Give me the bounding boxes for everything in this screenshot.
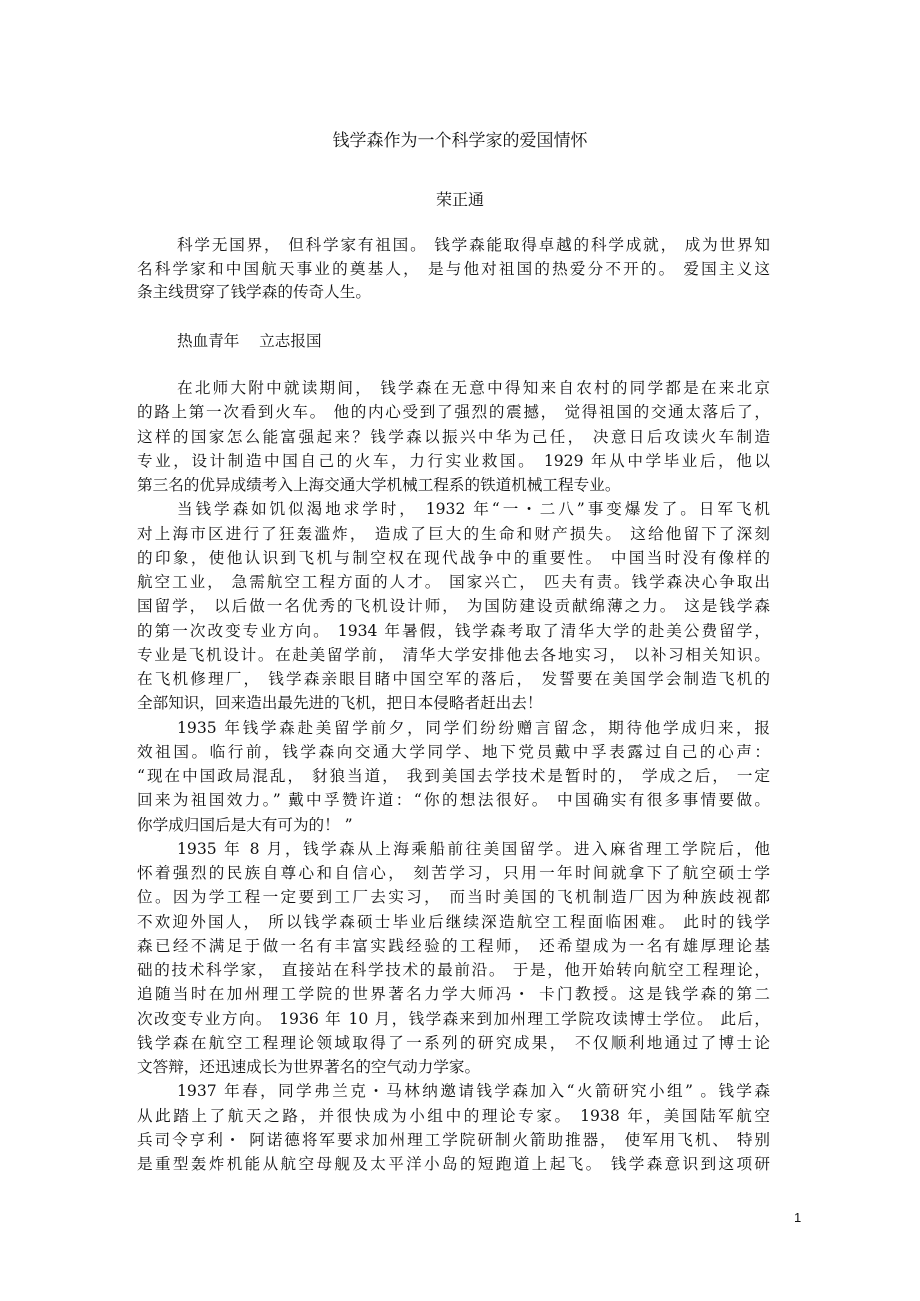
paragraph bbox=[137, 837, 770, 1080]
text-line: 专业是飞机设计。在赴美留学前， 清华大学安排他去各地实习， 以补习相关知识。 bbox=[137, 645, 770, 664]
page-number: 1 bbox=[794, 1210, 802, 1225]
text-line: 追随当时在加州理工学院的世界著名力学大师冯・ 卡门教授。这是钱学森的第二 bbox=[137, 985, 770, 1004]
text-line: “现在中国政局混乱， 豺狼当道， 我到美国去学技术是暂时的， 学成之后， 一定 bbox=[137, 767, 770, 785]
text-line: 的印象，使他认识到飞机与制空权在现代战争中的重要性。 中国当时没有像样的 bbox=[137, 548, 770, 567]
text-line: 1935 年 8 月，钱学森从上海乘船前往美国留学。进入麻省理工学院后，他 bbox=[177, 839, 770, 858]
text-line: 效祖国。临行前，钱学森向交通大学同学、地下党员戴中孚表露过自己的心声： bbox=[137, 742, 770, 761]
text-line: 全部知识，回来造出最先进的飞机，把日本侵略者赶出去！ bbox=[137, 694, 543, 713]
text-line: 你学成归国后是大有可为的！ ” bbox=[137, 815, 353, 834]
text-line: 兵司令亨利・ 阿诺德将军要求加州理工学院研制火箭助推器， 使军用飞机、 特别 bbox=[137, 1130, 770, 1149]
text-line: 专业，设计制造中国自己的火车，力行实业救国。 1929 年从中学毕业后，他以 bbox=[137, 451, 770, 470]
text-line: 怀着强烈的民族自尊心和自信心， 刻苦学习，只用一年时间就拿下了航空硕士学 bbox=[137, 864, 770, 882]
text-line: 回来为祖国效力。” 戴中孚赞许道：“你的想法很好。 中国确实有很多事情要做。 bbox=[137, 791, 770, 810]
text-line: 在飞机修理厂， 钱学森亲眼目睹中国空军的落后， 发誓要在美国学会制造飞机的 bbox=[137, 670, 770, 688]
text-line: 名科学家和中国航天事业的奠基人， 是与他对祖国的热爱分不开的。 爱国主义这 bbox=[137, 259, 770, 278]
text-line: 文答辩，还迅速成长为世界著名的空气动力学家。 bbox=[137, 1058, 481, 1076]
text-line: 1935 年钱学森赴美留学前夕，同学们纷纷赠言留念，期待他学成归来，报 bbox=[177, 718, 770, 737]
body-text bbox=[137, 376, 770, 1176]
text-line: 钱学森在航空工程理论领域取得了一系列的研究成果， 不仅顺利地通过了博士论 bbox=[137, 1033, 770, 1052]
text-line: 对上海市区进行了狂轰滥炸， 造成了巨大的生命和财产损失。 这给他留下了深刻 bbox=[137, 524, 770, 543]
text-line: 次改变专业方向。 1936 年 10 月，钱学森来到加州理工学院攻读博士学位。 此后， bbox=[137, 1009, 770, 1028]
text-line: 科学无国界， 但科学家有祖国。 钱学森能取得卓越的科学成就， 成为世界知 bbox=[177, 236, 770, 254]
text-line: 位。因为学工程一定要到工厂去实习， 而当时美国的飞机制造厂因为种族歧视都 bbox=[137, 888, 770, 907]
text-line: 航空工业， 急需航空工程方面的人才。 国家兴亡， 匹夫有责。钱学森决心争取出 bbox=[137, 573, 770, 591]
text-line: 1937 年春，同学弗兰克・马林纳邀请钱学森加入“火箭研究小组” 。钱学森 bbox=[177, 1082, 770, 1101]
text-line: 是重型轰炸机能从航空母舰及太平洋小岛的短跑道上起飞。 钱学森意识到这项研 bbox=[137, 1155, 770, 1173]
text-line: 国留学， 以后做一名优秀的飞机设计师， 为国防建设贡献绵薄之力。 这是钱学森 bbox=[137, 597, 770, 616]
text-line: 当钱学森如饥似渴地求学时， 1932 年“一・二八”事变爆发了。日军飞机 bbox=[177, 500, 770, 519]
paragraph bbox=[137, 716, 770, 837]
paragraph bbox=[137, 1079, 770, 1176]
section-heading: 热血青年 立志报国 bbox=[177, 332, 322, 350]
text-line: 不欢迎外国人， 所以钱学森硕士毕业后继续深造航空工程面临困难。 此时的钱学 bbox=[137, 912, 770, 931]
intro-paragraph bbox=[137, 234, 770, 305]
text-line: 森已经不满足于做一名有丰富实践经验的工程师， 还希望成为一名有雄厚理论基 bbox=[137, 936, 770, 955]
text-line: 础的技术科学家， 直接站在科学技术的最前沿。 于是，他开始转向航空工程理论， bbox=[137, 961, 770, 979]
text-line: 的第一次改变专业方向。 1934 年暑假，钱学森考取了清华大学的赴美公费留学， bbox=[137, 621, 770, 640]
text-line: 这样的国家怎么能富强起来？钱学森以振兴中华为己任， 决意日后攻读火车制造 bbox=[137, 427, 770, 446]
text-line: 从此踏上了航天之路，并很快成为小组中的理论专家。 1938 年，美国陆军航空 bbox=[137, 1106, 770, 1125]
text-line: 第三名的优异成绩考入上海交通大学机械工程系的铁道机械工程专业。 bbox=[137, 476, 621, 494]
paragraph bbox=[137, 376, 770, 497]
document-title: 钱学森作为一个科学家的爱国情怀 bbox=[332, 131, 588, 151]
text-line: 条主线贯穿了钱学森的传奇人生。 bbox=[137, 283, 371, 301]
document-author: 荣正通 bbox=[435, 190, 484, 209]
paragraph bbox=[137, 497, 770, 715]
text-line: 的路上第一次看到火车。 他的内心受到了强烈的震撼， 觉得祖国的交通太落后了， bbox=[137, 403, 770, 422]
text-line: 在北师大附中就读期间， 钱学森在无意中得知来自农村的同学都是在来北京 bbox=[177, 379, 770, 397]
